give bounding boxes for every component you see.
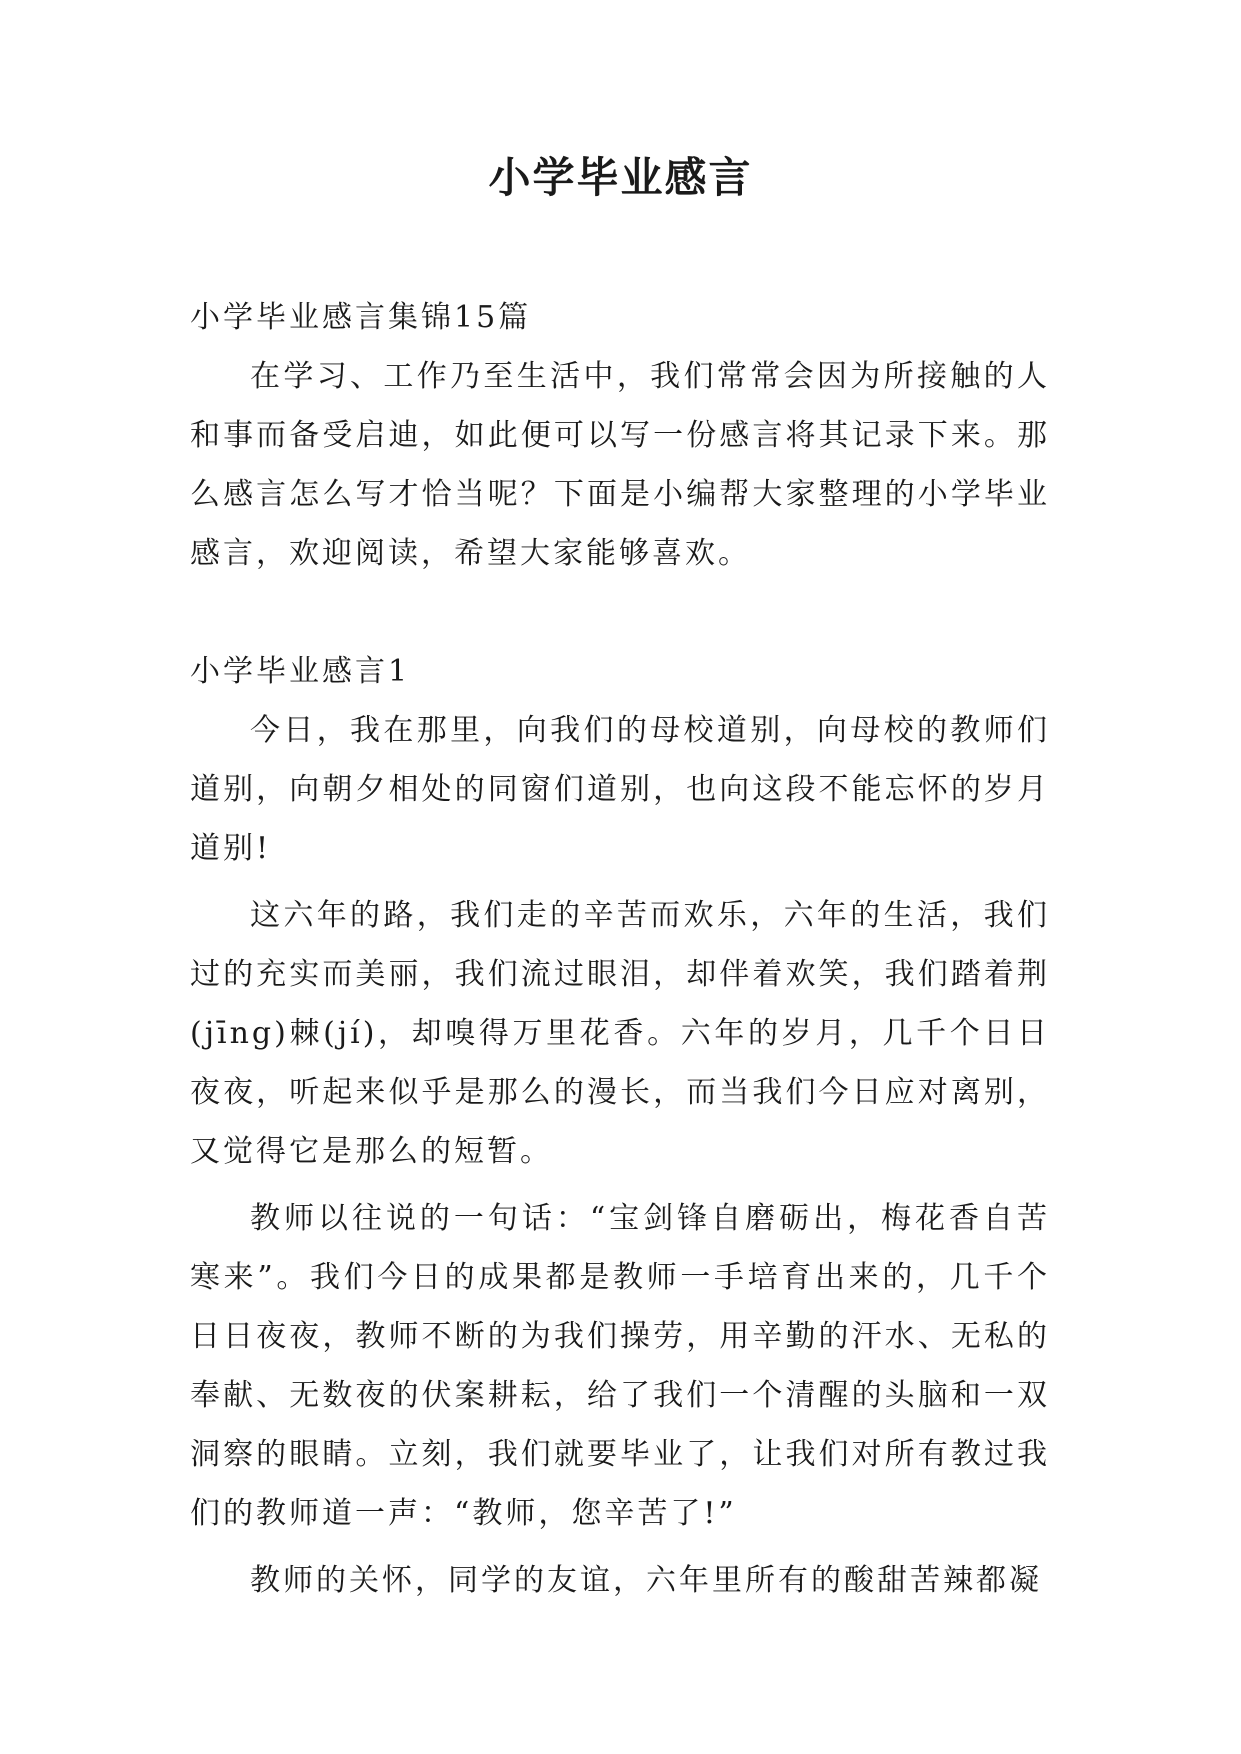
document-title: 小学毕业感言 — [488, 153, 753, 202]
body-paragraph: 教师的关怀，同学的友谊，六年里所有的酸甜苦辣都凝 — [250, 1563, 1042, 1598]
paragraph-spacer — [190, 878, 1050, 886]
section-heading: 小学毕业感言1 — [190, 654, 411, 689]
section-spacer — [190, 583, 1050, 642]
body-paragraph: 教师以往说的一句话：“宝剑锋自磨砺出，梅花香自苦寒来”。我们今日的成果都是教师一手培育出来的，几千个日日夜夜，教师不断的为我们操劳，用辛勤的汗水、无私的奉献、无数夜的伏案耕耘，给了我们一个清醒的头脑和一双洞察的眼睛。立刻，我们就要毕业了，让我们对所有教过我们的教师道一声：“教师，您辛苦了!” — [190, 1201, 1050, 1531]
intro-paragraph: 在学习、工作乃至生活中，我们常常会因为所接触的人和事而备受启迪，如此便可以写一份感言将其记录下来。那么感言怎么写才恰当呢？下面是小编帮大家整理的小学毕业感言，欢迎阅读，希望大家能够喜欢。 — [190, 359, 1050, 571]
body-paragraph: 这六年的路，我们走的辛苦而欢乐，六年的生活，我们过的充实而美丽，我们流过眼泪，却伴着欢笑，我们踏着荆(jīng)棘(jí)，却嗅得万里花香。六年的岁月，几千个日日夜夜，听起来似乎是那么的漫长，而当我们今日应对离别，又觉得它是那么的短暂。 — [190, 898, 1050, 1169]
collection-heading: 小学毕业感言集锦15篇 — [190, 300, 532, 335]
paragraph-spacer — [190, 1543, 1050, 1551]
document-body — [190, 288, 1050, 1610]
body-paragraph: 今日，我在那里，向我们的母校道别，向母校的教师们道别，向朝夕相处的同窗们道别，也向这段不能忘怀的岁月道别! — [190, 713, 1050, 866]
paragraph-spacer — [190, 1181, 1050, 1189]
